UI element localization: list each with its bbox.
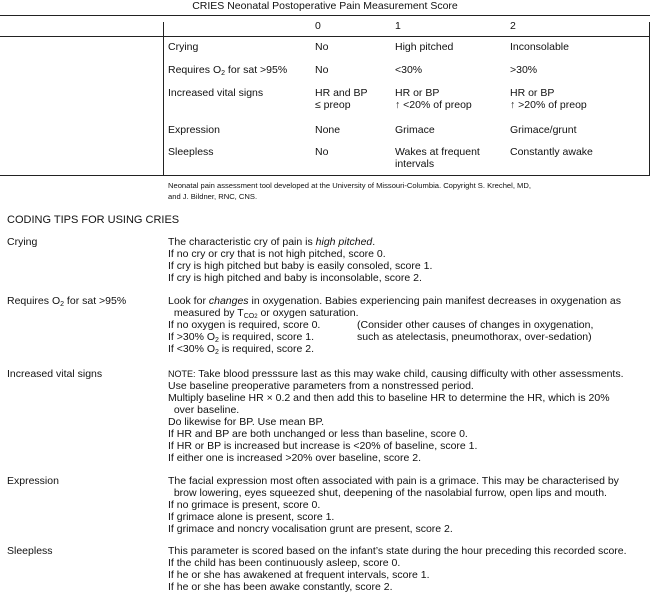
row-label-sleepless: Sleepless <box>168 146 214 158</box>
tip-vital-rules: Use baseline preoperative parameters from a nonstressed period. Multiply baseline HR × 0.2 and then add this to baseline HR to determine the HR, which is 20% over baseline. Do likewise for BP. Use mean BP. If HR and BP are both unchanged or less than baseline, score 0. If HR or BP is increased but increase is <20% of baseline, score 1. If either one is increased >20% over baseline, score 2. <box>168 380 610 464</box>
score-header-0: 0 <box>315 20 321 32</box>
row-label-expression: Expression <box>168 124 220 136</box>
crying-score-0: No <box>315 41 329 53</box>
o2-score-2: >30% <box>510 64 538 76</box>
note-label: NOTE: <box>168 369 196 379</box>
table-bottom-rule <box>0 175 650 176</box>
tip-crying-line1: The characteristic cry of pain is high pitched. <box>168 236 376 248</box>
tip-vital-line1: NOTE: Take blood presssure last as this may wake child, causing difficulty with other assessments. <box>168 368 624 380</box>
row-label-requires-o2: Requires O2 for sat >95% <box>168 64 288 77</box>
expression-score-2: Grimace/grunt <box>510 124 577 136</box>
tip-o2-score1: If >30% O2 is required, score 1. <box>168 331 315 344</box>
sleepless-score-0: No <box>315 146 329 158</box>
tip-o2-line2: measured by TCO2 or oxygen saturation. <box>168 307 359 320</box>
tip-label-expression: Expression <box>7 475 59 487</box>
coding-tips-title: CODING TIPS FOR USING CRIES <box>7 214 180 226</box>
tip-crying-rules: If no cry or cry that is not high pitched, score 0. If cry is high pitched but baby is easily consoled, score 1. If cry is high pitched and baby is inconsolable, score 2. <box>168 248 433 284</box>
score-header-1: 1 <box>395 20 401 32</box>
tip-label-requires-o2: Requires O2 for sat >95% <box>7 295 127 308</box>
tip-label-crying: Crying <box>7 236 38 248</box>
table-title: CRIES Neonatal Postoperative Pain Measurement Score <box>192 0 458 12</box>
score-header-2: 2 <box>510 20 516 32</box>
vital-score-0: HR and BP ≤ preop <box>315 87 368 111</box>
table-left-border <box>163 22 164 175</box>
tip-sleepless-text: This parameter is scored based on the infant’s state during the hour preceding this recorded score. If the child has been continuously asleep, score 0. If he or she has awakened at frequent intervals, score 1. If he or she has been awake constantly, score 2. <box>168 545 627 593</box>
sleepless-score-1: Wakes at frequent intervals <box>395 146 480 170</box>
footnote: Neonatal pain assessment tool developed at the University of Missouri-Columbia. Copyright S. Krechel, MD, and J. Bildner, RNC, CNS. <box>168 181 531 201</box>
tip-expression-text: The facial expression most often associated with pain is a grimace. This may be characterised by brow lowering, eyes squeezed shut, deepening of the nasolabial furrow, open lips and mouth. If no grimace is present, score 0. If grimace alone is present, score 1. If grimace and noncry vocalisation grunt are present, score 2. <box>168 475 619 535</box>
tip-label-sleepless: Sleepless <box>7 545 53 557</box>
tip-o2-side-note: (Consider other causes of changes in oxygenation, such as atelectasis, pneumothorax, over-sedation) <box>357 319 594 343</box>
tip-label-vital-signs: Increased vital signs <box>7 368 103 380</box>
row-label-vital-signs: Increased vital signs <box>168 87 264 99</box>
header-rule <box>0 36 650 37</box>
expression-score-1: Grimace <box>395 124 435 136</box>
tip-o2-score0: If no oxygen is required, score 0. <box>168 319 321 331</box>
o2-score-0: No <box>315 64 329 76</box>
crying-score-1: High pitched <box>395 41 454 53</box>
tip-o2-line1: Look for changes in oxygenation. Babies experiencing pain manifest decreases in oxygenation as <box>168 295 621 307</box>
vital-score-2: HR or BP ↑ >20% of preop <box>510 87 587 111</box>
row-label-crying: Crying <box>168 41 199 53</box>
top-rule <box>0 15 650 16</box>
vital-score-1: HR or BP ↑ <20% of preop <box>395 87 472 111</box>
sleepless-score-2: Constantly awake <box>510 146 593 158</box>
tip-o2-score2: If <30% O2 is required, score 2. <box>168 343 315 356</box>
expression-score-0: None <box>315 124 341 136</box>
o2-score-1: <30% <box>395 64 423 76</box>
crying-score-2: Inconsolable <box>510 41 569 53</box>
